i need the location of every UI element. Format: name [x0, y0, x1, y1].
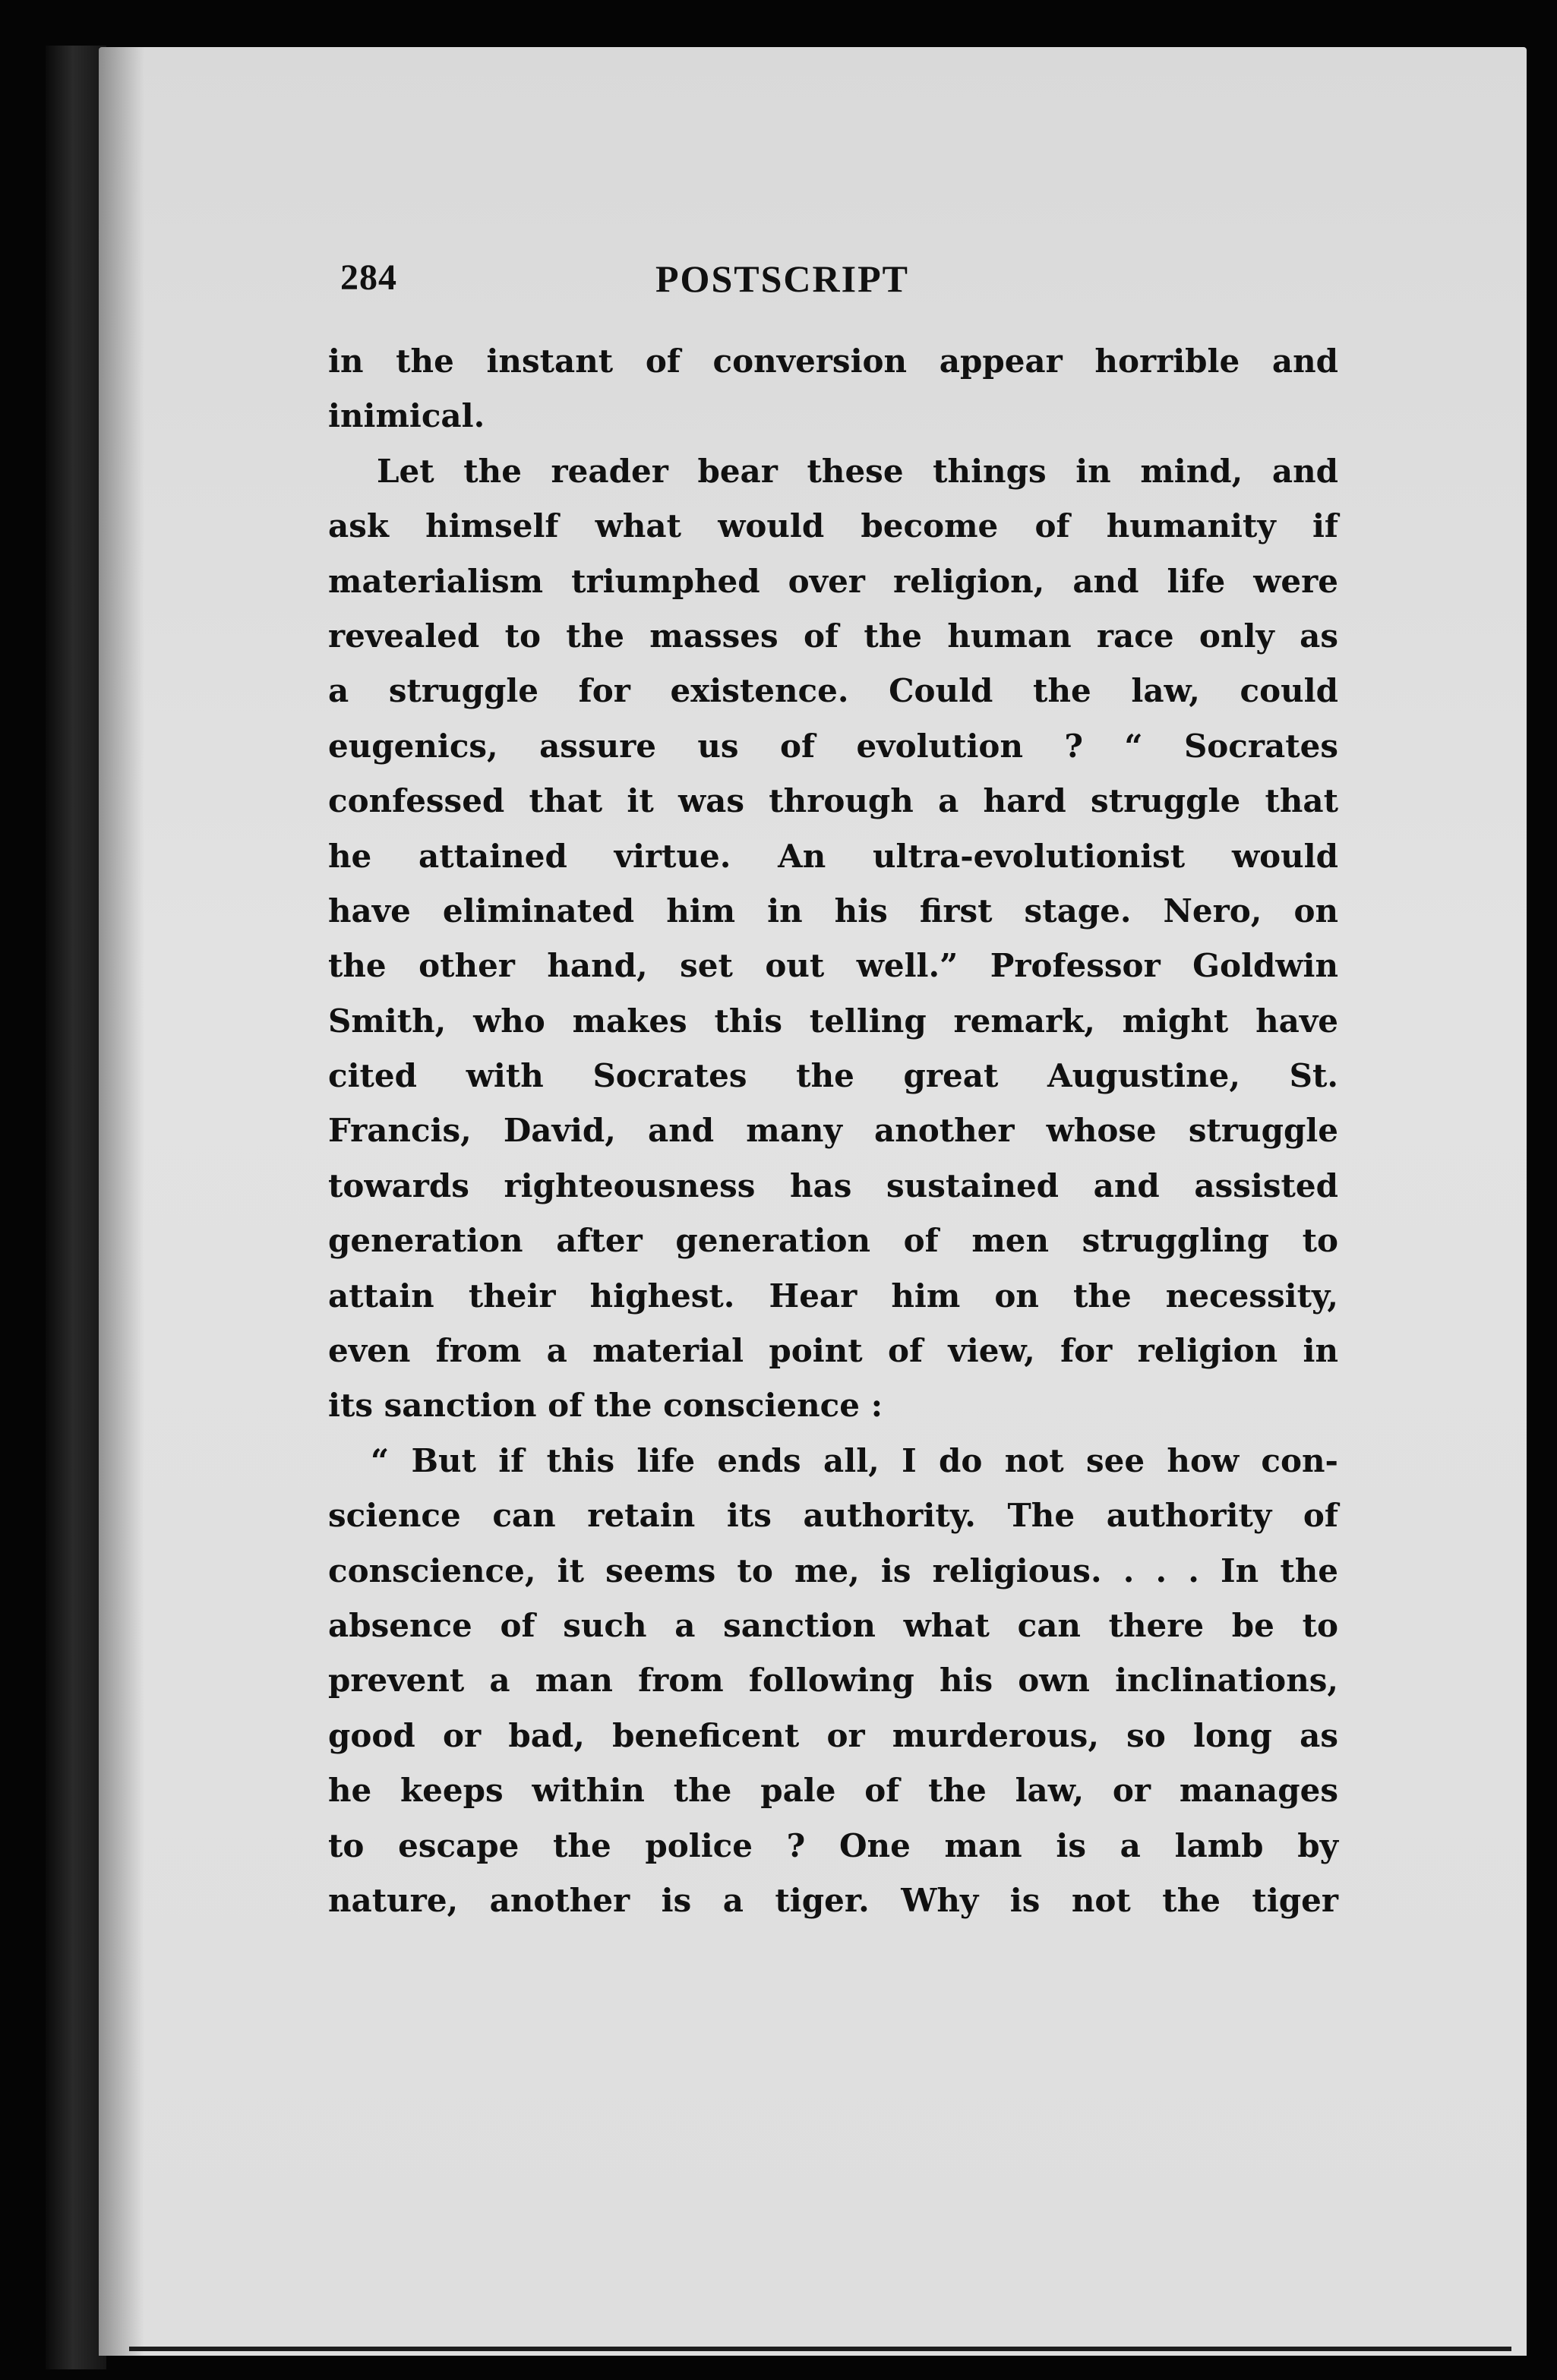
text-line: attain their highest. Hear him on the necessity,	[328, 1277, 1338, 1315]
text-line: Francis, David, and many another whose struggle	[328, 1112, 1338, 1150]
text-line: a struggle for existence. Could the law, could	[328, 672, 1338, 710]
running-head: POSTSCRIPT	[655, 257, 909, 300]
text-line: Let the reader bear these things in mind, and	[377, 452, 1338, 490]
text-line: cited with Socrates the great Augustine, St.	[328, 1057, 1338, 1095]
text-line: materialism triumphed over religion, and life were	[328, 562, 1338, 600]
text-line: to escape the police ? One man is a lamb by	[328, 1826, 1338, 1864]
text-line: generation after generation of men struggling to	[328, 1222, 1338, 1260]
text-line: have eliminated him in his first stage. Nero, on	[328, 892, 1338, 930]
text-line: ask himself what would become of humanity if	[328, 507, 1338, 545]
page-number: 284	[340, 257, 397, 298]
text-line: absence of such a sanction what can there be to	[328, 1606, 1338, 1644]
text-line: the other hand, set out well.” Professor Goldwin	[328, 947, 1338, 985]
text-line: he keeps within the pale of the law, or manages	[328, 1772, 1338, 1810]
text-line: science can retain its authority. The authority of	[328, 1497, 1338, 1535]
page-gutter-shadow	[99, 47, 144, 2356]
page-bottom-edge	[129, 2347, 1511, 2351]
page-header	[243, 257, 1322, 317]
text-line: Smith, who makes this telling remark, might have	[328, 1002, 1338, 1040]
text-line: towards righteousness has sustained and assisted	[328, 1166, 1338, 1204]
body-text	[328, 334, 1338, 1928]
text-line: even from a material point of view, for religion in	[328, 1332, 1338, 1370]
text-line: good or bad, beneficent or murderous, so long as	[328, 1716, 1338, 1754]
text-line: inimical.	[328, 397, 485, 435]
text-line: eugenics, assure us of evolution ? “ Socrates	[328, 727, 1338, 765]
text-line: “ But if this life ends all, I do not see how con-	[371, 1441, 1338, 1479]
text-line: conscience, it seems to me, is religious. . . . In the	[328, 1551, 1338, 1589]
text-line: he attained virtue. An ultra-evolutionist would	[328, 837, 1338, 875]
text-line: revealed to the masses of the human race only as	[328, 617, 1338, 655]
text-line: nature, another is a tiger. Why is not the tiger	[328, 1881, 1338, 1919]
text-line: prevent a man from following his own inclinations,	[328, 1662, 1338, 1700]
text-line: its sanction of the conscience :	[328, 1387, 883, 1425]
book-spine-edge	[46, 46, 106, 2369]
text-line: in the instant of conversion appear horrible and	[328, 342, 1338, 380]
text-line: confessed that it was through a hard struggle that	[328, 782, 1338, 820]
